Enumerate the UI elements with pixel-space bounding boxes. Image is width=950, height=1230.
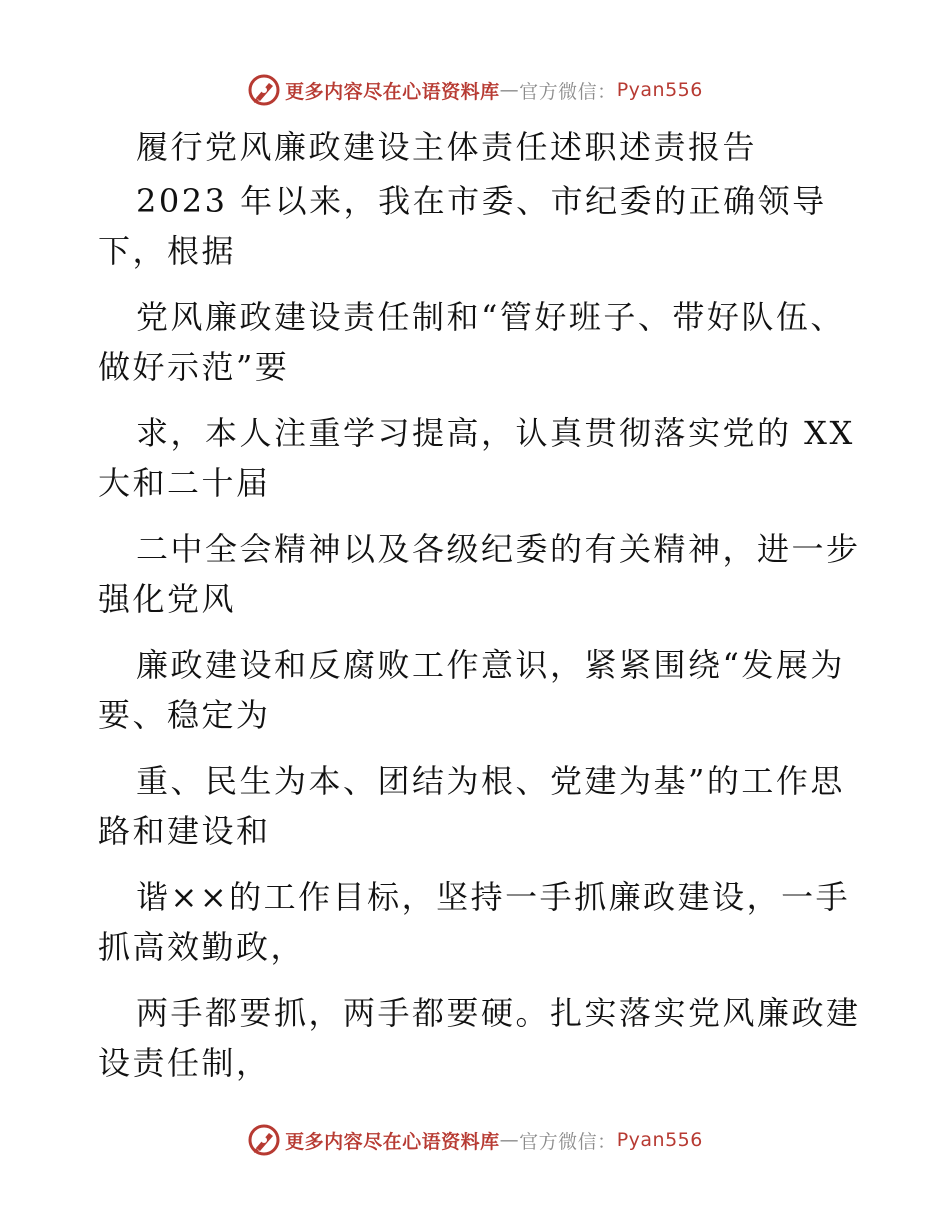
watermark-wechat-id: Pyan556 <box>616 79 703 101</box>
paragraph-2 <box>98 292 858 392</box>
paragraph-8 <box>98 988 861 1088</box>
paragraph-line: 2023 年以来，我在市委、市纪委的正确领导 <box>136 182 827 220</box>
paragraph-7 <box>98 872 858 972</box>
paragraph-line: 大和二十届 <box>98 464 271 502</box>
watermark-main-text: 更多内容尽在心语资料库 <box>285 1130 500 1153</box>
document-title: 履行党风廉政建设主体责任述职述责报告 <box>136 128 758 166</box>
paragraph-line: 谐××的工作目标，坚持一手抓廉政建设，一手 <box>136 878 851 916</box>
paragraph-1 <box>98 176 858 276</box>
footer-watermark <box>0 1120 950 1160</box>
paragraph-line: 路和建设和 <box>98 812 271 850</box>
paragraph-3 <box>98 408 858 508</box>
paragraph-line: 设责任制， <box>98 1044 271 1082</box>
pen-logo-icon <box>247 1123 281 1157</box>
paragraph-line: 廉政建设和反腐败工作意识，紧紧围绕“发展为 <box>136 646 845 684</box>
pen-logo-icon <box>247 73 281 107</box>
paragraph-line: 强化党风 <box>98 580 237 618</box>
watermark-separator: — <box>499 79 520 101</box>
paragraph-line: 要、稳定为 <box>98 696 271 734</box>
watermark-tail-text: 官方微信： <box>519 80 617 103</box>
document-body <box>98 122 861 1104</box>
paragraph-4 <box>98 524 861 624</box>
watermark-separator: — <box>499 1129 520 1151</box>
watermark-wechat-id: Pyan556 <box>616 1129 703 1151</box>
paragraph-6 <box>98 756 858 856</box>
paragraph-line: 求，本人注重学习提高，认真贯彻落实党的 XX <box>136 414 855 452</box>
header-watermark <box>0 70 950 110</box>
paragraph-line: 重、民生为本、团结为根、党建为基”的工作思 <box>136 762 845 800</box>
paragraph-line: 做好示范”要 <box>98 348 290 386</box>
paragraph-line: 下，根据 <box>98 232 237 270</box>
paragraph-line: 二中全会精神以及各级纪委的有关精神，进一步 <box>136 530 861 568</box>
paragraph-line: 两手都要抓，两手都要硬。扎实落实党风廉政建 <box>136 994 861 1032</box>
watermark-main-text: 更多内容尽在心语资料库 <box>285 80 500 103</box>
paragraph-line: 党风廉政建设责任制和“管好班子、带好队伍、 <box>136 298 845 336</box>
watermark-tail-text: 官方微信： <box>519 1130 617 1153</box>
paragraph-line: 抓高效勤政， <box>98 928 306 966</box>
paragraph-5 <box>98 640 858 740</box>
